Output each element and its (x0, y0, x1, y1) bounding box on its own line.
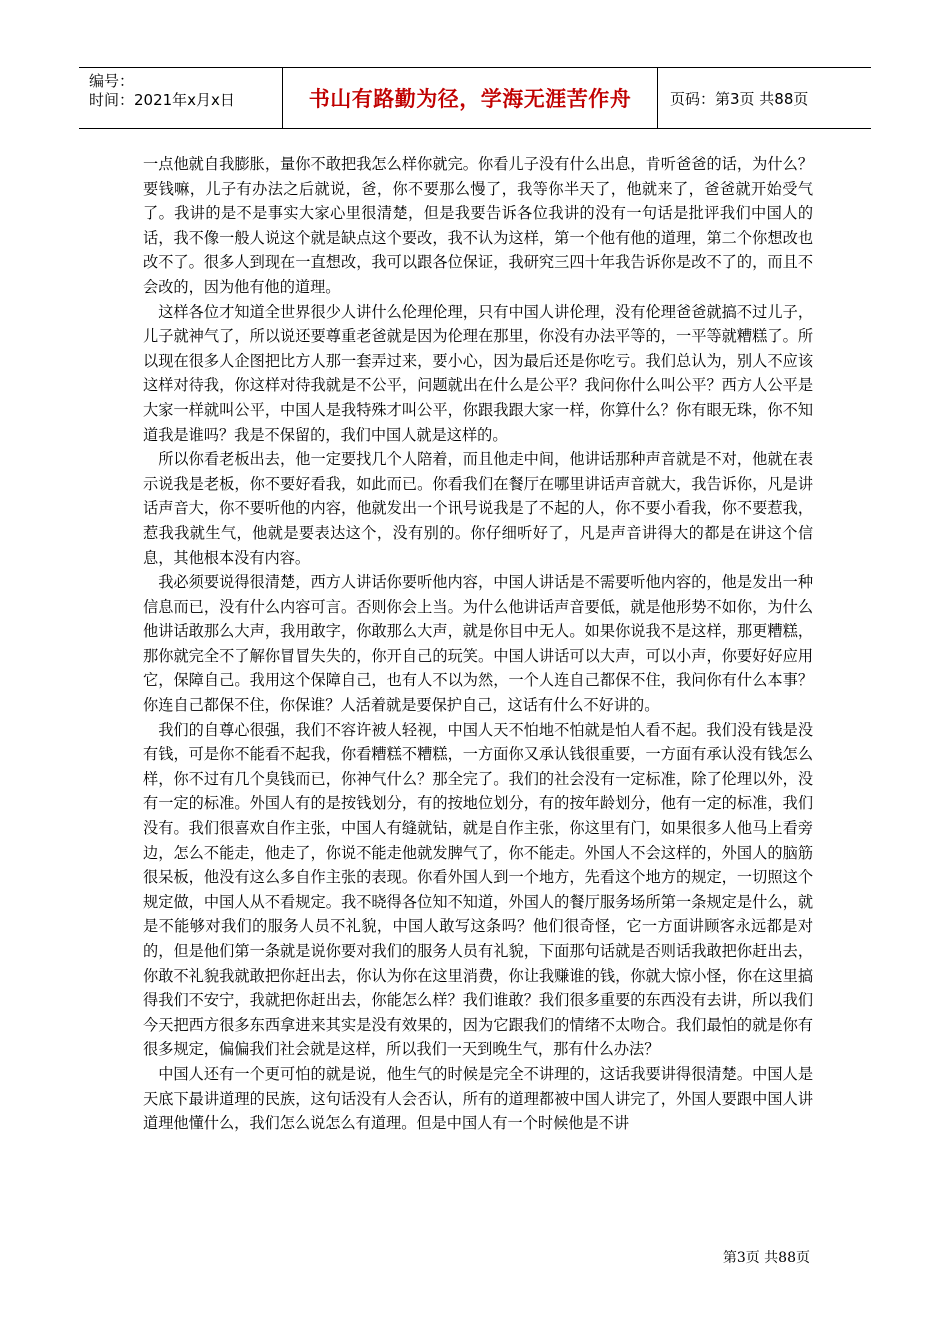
paragraph: 这样各位才知道全世界很少人讲什么伦理伦理，只有中国人讲伦理，没有伦理爸爸就搞不过儿子，儿子就神气了，所以说还要尊重老爸就是因为伦理在那里，你没有办法平等的，一平等就糟糕了。所以现在很多人企图把比方人那一套弄过来，要小心，因为最后还是你吃亏。我们总认为，别人不应该这样对待我，你这样对待我就是不公平，问题就出在什么是公平？我问你什么叫公平？西方人公平是大家一样就叫公平，中国人是我特殊才叫公平，你跟我跟大家一样，你算什么？你有眼无珠，你不知道我是谁吗？我是不保留的，我们中国人就是这样的。 (143, 302, 813, 444)
header-meta (79, 68, 282, 128)
paragraph: 中国人还有一个更可怕的就是说，他生气的时候是完全不讲理的，这话我要讲得很清楚。中国人是天底下最讲道理的民族，这句话没有人会否认，所有的道理都被中国人讲完了，外国人要跟中国人讲道理他懂什么，我们怎么说怎么有道理。但是中国人有一个时候他是不讲 (143, 1064, 813, 1133)
document-date: 时间：2021年x月x日 (89, 91, 235, 109)
page-footer: 第3页 共88页 (722, 1250, 810, 1266)
paragraph: 我们的自尊心很强，我们不容许被人轻视，中国人天不怕地不怕就是怕人看不起。我们没有钱是没有钱，可是你不能看不起我，你看糟糕不糟糕，一方面你又承认钱很重要，一方面有承认没有钱怎么样，你不过有几个臭钱而已，你神气什么？那全完了。我们的社会没有一定标准，除了伦理以外，没有一定的标准。外国人有的是按钱划分，有的按地位划分，有的按年龄划分，他有一定的标准，我们没有。我们很喜欢自作主张，中国人有缝就钻，就是自作主张，你这里有门，如果很多人他马上看旁边，怎么不能走，他走了，你说不能走他就发脾气了，你不能走。外国人不会这样的，外国人的脑筋很呆板，他没有这么多自作主张的表现。你看外国人到一个地方，先看这个地方的规定，一切照这个规定做，中国人从不看规定。我不晓得各位知不知道，外国人的餐厅服务场所第一条规定是什么，就是不能够对我们的服务人员不礼貌，中国人敢写这条吗？他们很奇怪，它一方面讲顾客永远都是对的，但是他们第一条就是说你要对我们的服务人员有礼貌，下面那句话就是否则话我敢把你赶出去，你敢不礼貌我就敢把你赶出去，你认为你在这里消费，你让我赚谁的钱，你就大惊小怪，你在这里搞得我们不安宁，我就把你赶出去，你能怎么样？我们谁敢？我们很多重要的东西没有去讲，所以我们今天把西方很多东西拿进来其实是没有效果的，因为它跟我们的情绪不太吻合。我们最怕的就是你有很多规定，偏偏我们社会就是这样，所以我们一天到晚生气，那有什么办法？ (143, 720, 813, 1059)
header-motto: 书山有路勤为径，学海无涯苦作舟 (282, 68, 658, 128)
paragraph: 一点他就自我膨胀，量你不敢把我怎么样你就完。你看儿子没有什么出息，肯听爸爸的话，为什么？要钱嘛，儿子有办法之后就说，爸，你不要那么慢了，我等你半天了，他就来了，爸爸就开始受气了。我讲的是不是事实大家心里很清楚，但是我要告诉各位我讲的没有一句话是批评我们中国人的话，我不像一般人说这个就是缺点这个要改，我不认为这样，第一个他有他的道理，第二个你想改也改不了。很多人到现在一直想改，我可以跟各位保证，我研究三四十年我告诉你是改不了的，而且不会改的，因为他有他的道理。 (143, 155, 813, 296)
paragraph: 所以你看老板出去，他一定要找几个人陪着，而且他走中间，他讲话那种声音就是不对，他就在表示说我是老板，你不要好看我，如此而已。你看我们在餐厅在哪里讲话声音就大，我告诉你，凡是讲话声音大，你不要听他的内容，他就发出一个讯号说我是了不起的人，你不要小看我，你不要惹我，惹我我就生气，他就是要表达这个，没有别的。你仔细听好了，凡是声音讲得大的都是在讲这个信息，其他根本没有内容。 (143, 450, 813, 567)
paragraph: 我必须要说得很清楚，西方人讲话你要听他内容，中国人讲话是不需要听他内容的，他是发出一种信息而已，没有什么内容可言。否则你会上当。为什么他讲话声音要低，就是他形势不如你，为什么他讲话敢那么大声，我用敢字，你敢那么大声，就是你目中无人。如果你说我不是这样，那更糟糕，那你就完全不了解你冒冒失失的，你开自己的玩笑。中国人讲话可以大声，可以小声，你要好好应用它，保障自己。我用这个保障自己，也有人不以为然，一个人连自己都保不住，我问你有什么本事？你连自己都保不住，你保谁？人活着就是要保护自己，这话有什么不好讲的。 (143, 573, 813, 715)
document-body (143, 152, 813, 1136)
document-number-label: 编号： (89, 72, 135, 90)
page-header (79, 67, 871, 129)
header-page-info: 页码：第3页 共88页 (670, 89, 809, 108)
